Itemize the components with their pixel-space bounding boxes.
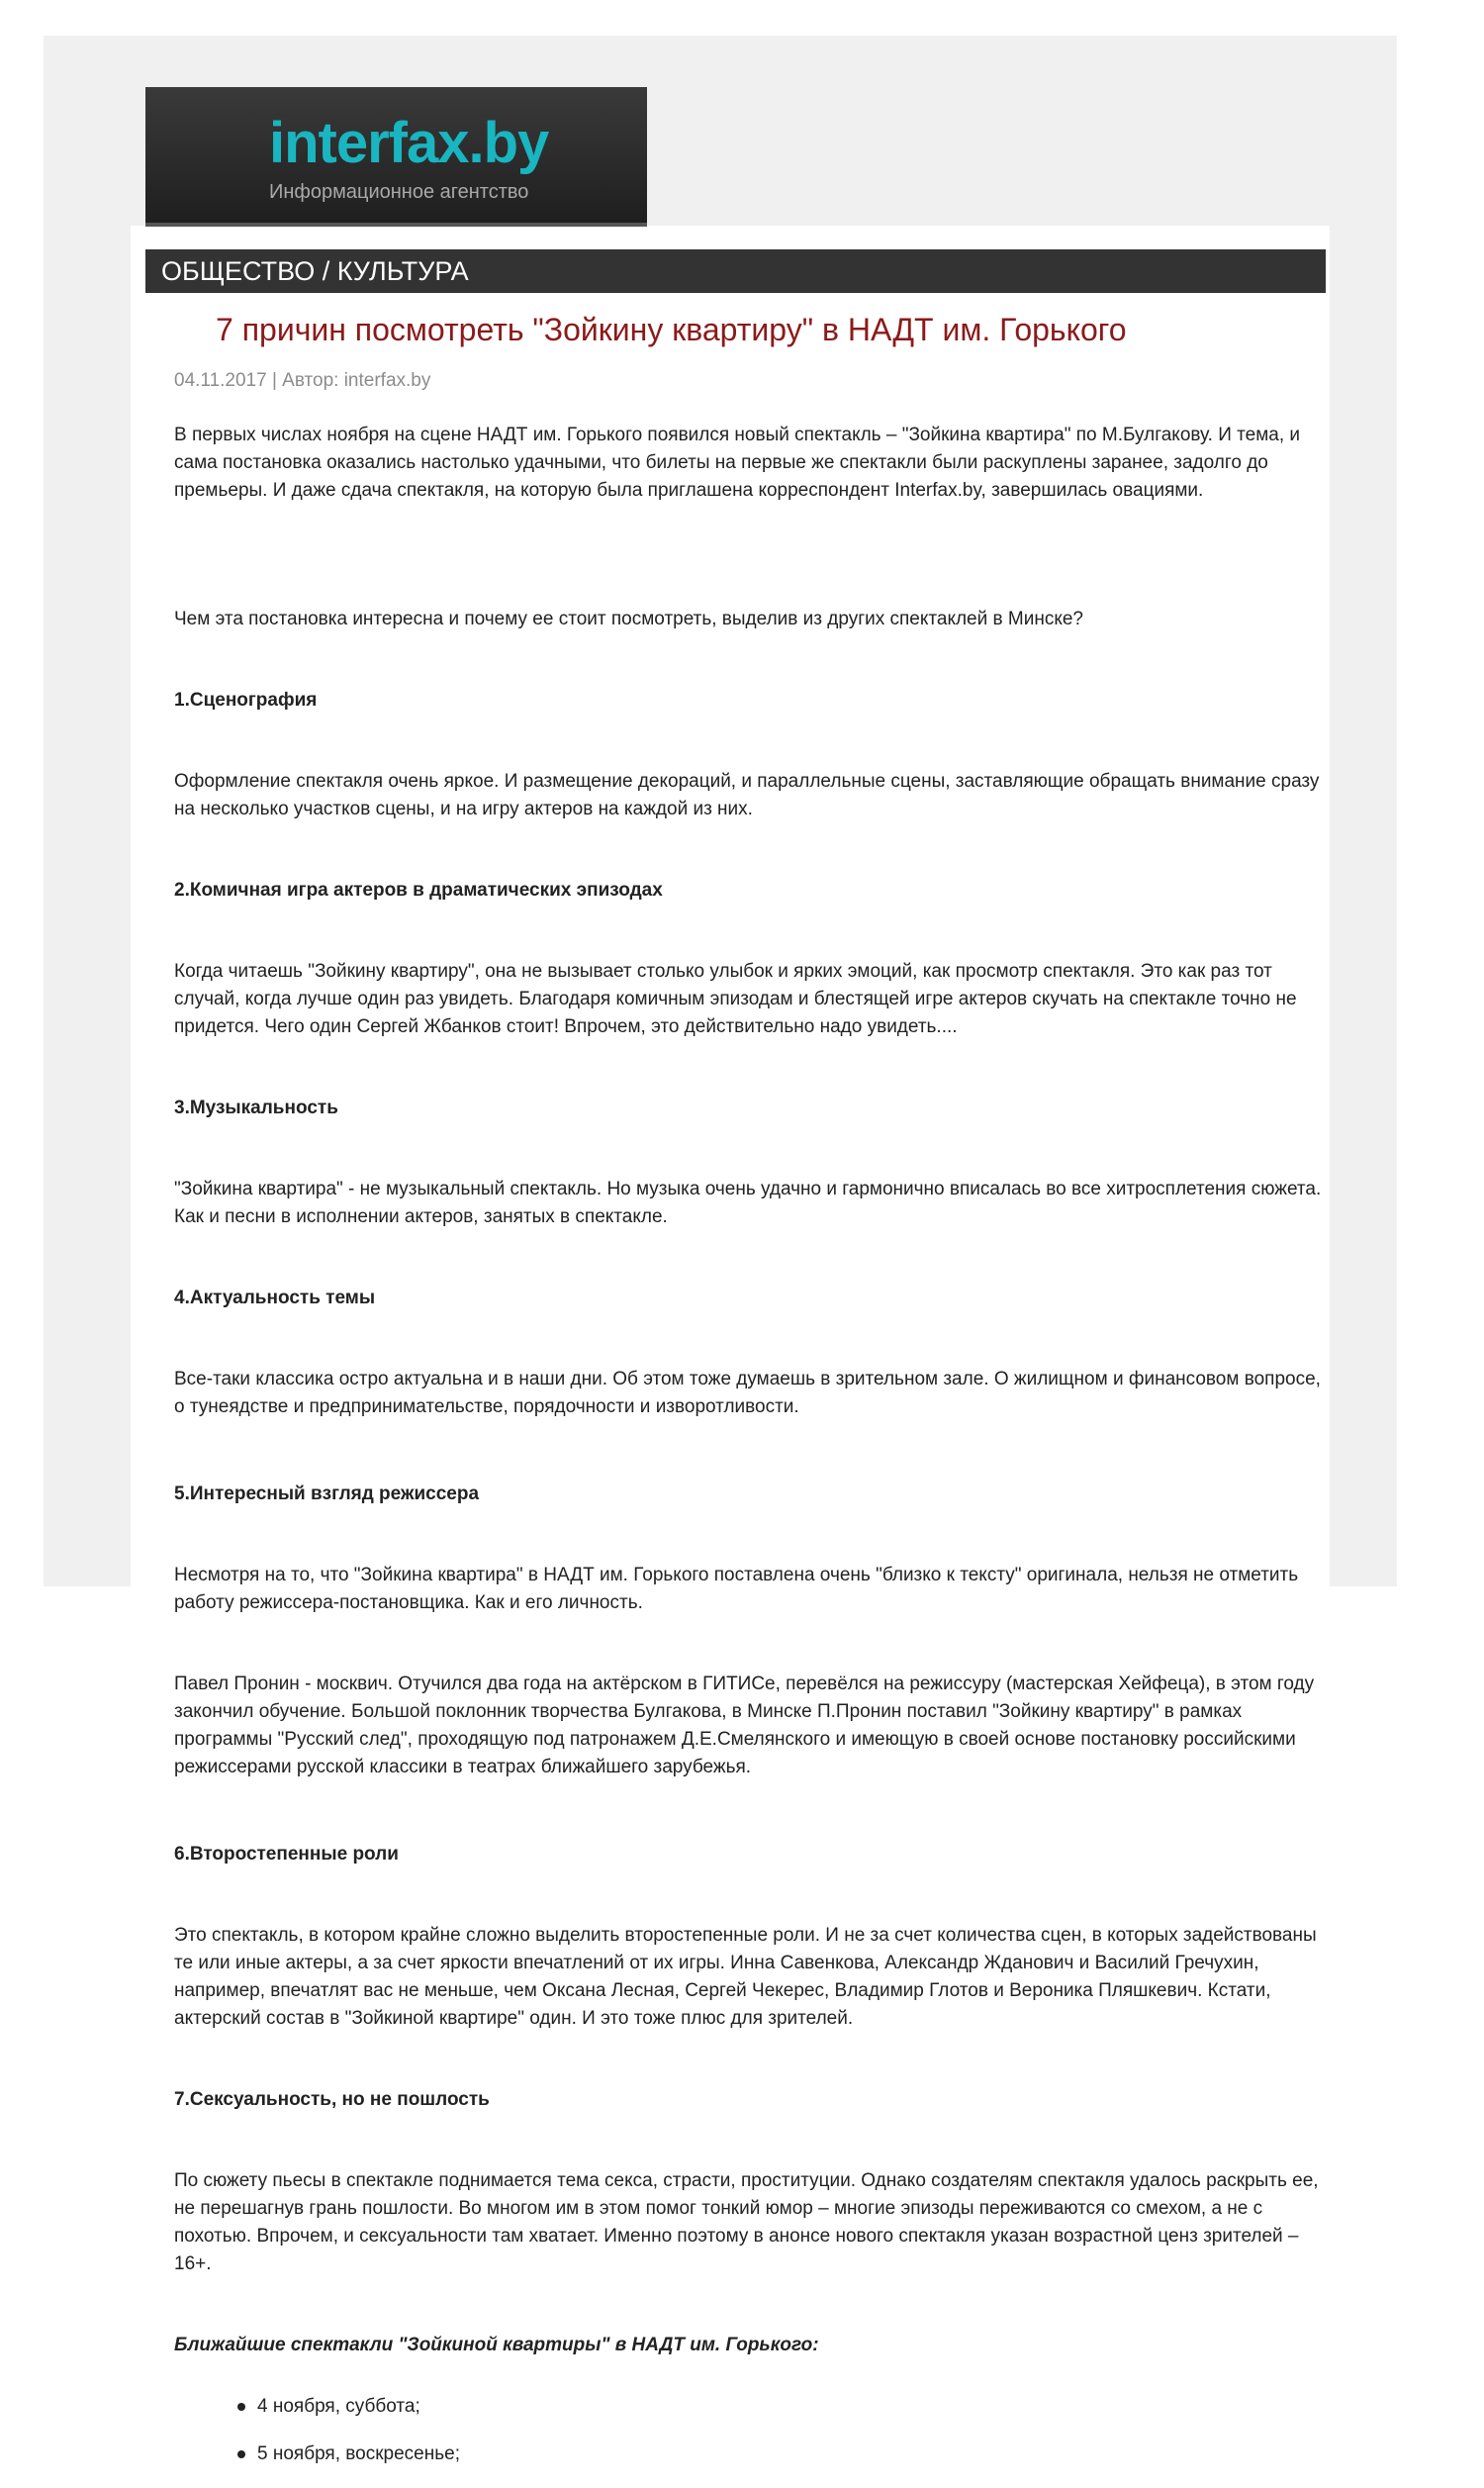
- section-heading: 5.Интересный взгляд режиссера: [174, 1483, 480, 1504]
- logo-tagline: Информационное агентство: [269, 181, 529, 203]
- site-logo[interactable]: [145, 87, 647, 227]
- question-paragraph: Чем эта постановка интересна и почему ее стоит посмотреть, выделив из других спектаклей в Минске?: [174, 609, 1083, 629]
- section-paragraph: По сюжету пьесы в спектакле поднимается тема секса, страсти, проституции. Однако создателям спектакля удалось раскрыть ее, не перешагнув грань пошлости. Во многом им в этом помог тонкий юмор – многие эпизоды переживаются со смехом, а не с похотью. Впрочем, и сексуальности там хватает. Именно поэтому в анонсе нового спектакля указан возрастной ценз зрителей – 16+.: [174, 2170, 1319, 2274]
- schedule-item: 5 ноября, воскресенье;: [237, 2440, 1328, 2468]
- article-body: [174, 422, 1328, 2488]
- section-paragraph: Это спектакль, в котором крайне сложно выделить второстепенные роли. И не за счет количества сцен, в которых задействованы те или иные актеры, а за счет яркости впечатлений от их игры. Инна Савенкова, Александр Жданович и Василий Гречухин, например, впечатлят вас не меньше, чем Оксана Лесная, Сергей Чекерес, Владимир Глотов и Вероника Пляшкевич. Кстати, актерский состав в "Зойкиной квартире" один. И это тоже плюс для зрителей.: [174, 1925, 1317, 2029]
- schedule-item: 4 ноября, суббота;: [237, 2393, 1328, 2421]
- schedule-list: [174, 2393, 1328, 2468]
- section-heading: 3.Музыкальность: [174, 1098, 338, 1118]
- section-paragraph: Оформление спектакля очень яркое. И размещение декораций, и параллельные сцены, заставляющие обращать внимание сразу на несколько участков сцены, и на игру актеров на каждой из них.: [174, 771, 1320, 819]
- section-heading: 4.Актуальность темы: [174, 1288, 376, 1308]
- logo-wordmark: interfax.by: [269, 111, 549, 175]
- article-meta: 04.11.2017 | Автор: interfax.by: [174, 370, 431, 391]
- section-paragraph: Все-таки классика остро актуальна и в наши дни. Об этом тоже думаешь в зрительном зале. О жилищном и финансовом вопросе, о тунеядстве и предпринимательстве, порядочности и изворотливости.: [174, 1369, 1321, 1417]
- section-heading: 1.Сценография: [174, 690, 318, 711]
- section-paragraph: "Зойкина квартира" - не музыкальный спектакль. Но музыка очень удачно и гармонично вписалась во все хитросплетения сюжета. Как и песни в исполнении актеров, занятых в спектакле.: [174, 1179, 1322, 1227]
- section-paragraph: Павел Пронин - москвич. Отучился два года на актёрском в ГИТИСе, перевёлся на режиссуру (мастерская Хейфеца), в этом году закончил обучение. Большой поклонник творчества Булгакова, в Минске П.Пронин поставил "Зойкину квартиру" в рамках программы "Русский след", проходящую под патронажем Д.Е.Смелянского и имеющую в своей основе постановку российскими режиссерами русской классики в театрах ближайшего зарубежья.: [174, 1674, 1315, 1777]
- intro-paragraph: В первых числах ноября на сцене НАДТ им. Горького появился новый спектакль – "Зойкина квартира" по М.Булгакову. И тема, и сама постановка оказались настолько удачными, что билеты на первые же спектакли были раскуплены заранее, задолго до премьеры. И даже сдача спектакля, на которую была приглашена корреспондент Interfax.by, завершилась овациями.: [174, 425, 1301, 501]
- section-breadcrumb[interactable]: ОБЩЕСТВО / КУЛЬТУРА: [145, 249, 1326, 293]
- schedule-heading: Ближайшие спектакли "Зойкиной квартиры" в НАДТ им. Горького:: [174, 2335, 819, 2355]
- section-paragraph: Когда читаешь "Зойкину квартиру", она не вызывает столько улыбок и ярких эмоций, как просмотр спектакля. Это как раз тот случай, когда лучше один раз увидеть. Благодаря комичным эпизодам и блестящей игре актеров скучать на спектакле точно не придется. Чего один Сергей Жбанков стоит! Впрочем, это действительно надо увидеть....: [174, 961, 1297, 1037]
- section-paragraph: Несмотря на то, что "Зойкина квартира" в НАДТ им. Горького поставлена очень "близко к тексту" оригинала, нельзя не отметить работу режиссера-постановщика. Как и его личность.: [174, 1565, 1299, 1613]
- section-heading: 2.Комичная игра актеров в драматических эпизодах: [174, 880, 663, 901]
- article-title: 7 причин посмотреть "Зойкину квартиру" в НАДТ им. Горького: [216, 312, 1127, 347]
- section-heading: 6.Второстепенные роли: [174, 1844, 399, 1865]
- section-heading: 7.Сексуальность, но не пошлость: [174, 2089, 490, 2110]
